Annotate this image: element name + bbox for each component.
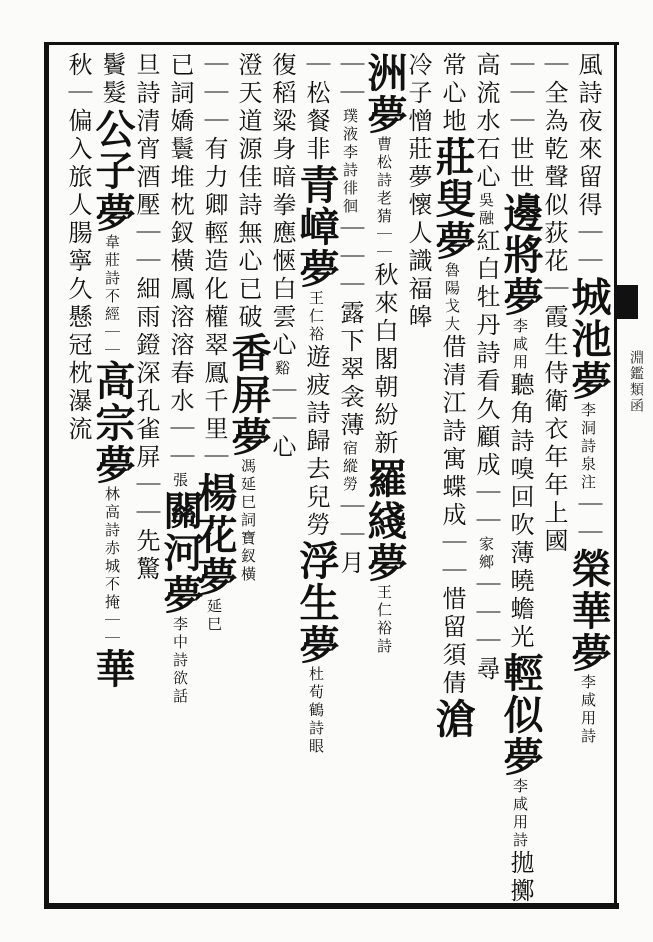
quotation-text: 澄天道源佳詩無心已破 [234,52,262,332]
entry-headword: 青嶂夢 [293,164,340,290]
quotation-text: 年年上國 [540,444,568,556]
entry-headword: 華 [89,648,136,690]
source-note: 張 [171,472,189,490]
text-column [157,52,204,706]
quotation-text: ｜｜｜尋 [472,572,500,684]
quotation-text: 秋 [64,52,92,80]
source-note: 家鄉 [477,536,495,572]
quotation-text: ｜｜惜留須倩 [438,530,466,698]
source-note: 李咸用詩 [579,674,597,746]
source-note: 宿縱勞 [341,440,359,494]
text-column [497,52,544,906]
source-note: 馮延巳詞寶釵橫 [239,458,257,584]
text-column [293,52,340,756]
text-column [89,52,136,690]
quotation-text: 已詞嬌鬟堆枕釵橫鳳溶溶春水｜｜ [166,52,194,472]
quotation-text: 遊 [302,344,330,372]
text-column [429,52,476,740]
source-note: 吳融 [477,192,495,228]
quotation-text: ｜｜ [574,492,602,548]
quotation-text: 拋擲 [506,850,534,906]
quotation-text: 聽角詩嗅回 [506,372,534,512]
entry-headword: 洲夢 [361,52,408,136]
quotation-text: ｜霞生侍衛衣 [540,276,568,444]
source-note: 林高詩赤城不掩｜｜ [103,486,121,648]
quotation-text: 暗拳應愜白雲心 [268,164,296,360]
quotation-text: ｜｜ [336,52,364,108]
quotation-text: 翠鳳千里｜ [200,332,228,472]
entry-headword: 滄 [429,698,476,740]
quotation-text: 風詩夜來留得｜｜ [574,52,602,276]
source-note: 杜荀鶴詩眼 [307,666,325,756]
source-note: 李中詩欲話 [171,616,189,706]
quotation-text: 莊夢懷人識福皞 [404,136,432,332]
entry-headword: 羅綫夢 [361,458,408,584]
entry-headword: 城池夢 [565,276,612,402]
source-note: 李咸用 [511,318,529,372]
entry-headword: 浮生夢 [293,540,340,666]
fish-tail-mark [614,285,638,319]
quotation-text: 高流水石心 [472,52,500,192]
quotation-text: 常心地 [438,52,466,136]
entry-headword: 公子夢 [89,108,136,234]
source-note: 谿 [273,360,291,378]
source-note: 曹松詩老猜｜｜ [375,136,393,262]
text-column [361,52,408,656]
source-note: 璞液李詩徘徊 [341,108,359,216]
quotation-text: ｜｜心 [268,378,296,462]
quotation-text: ｜全為乾聲似荻花 [540,52,568,276]
quotation-text: ｜｜｜有力卿輕造化權 [200,52,228,332]
entry-headword: 高宗夢 [89,360,136,486]
source-note: 李洞詩泉注 [579,402,597,492]
text-column [332,52,368,578]
quotation-text: 復稻粱身 [268,52,296,164]
text-column [60,52,96,444]
quotation-text: 鬢髮 [98,52,126,108]
source-note: 韋莊詩不經｜｜ [103,234,121,360]
quotation-text: 冷子憎 [404,52,432,136]
source-note: 延巳 [205,598,223,634]
quotation-text: 寧久懸冠枕瀑流 [64,248,92,444]
text-column [565,52,612,746]
entry-headword: 邊將夢 [497,192,544,318]
quotation-text: 吹薄曉蟾光 [506,512,534,652]
source-note: 王仁裕 [307,290,325,344]
fore-edge-title: 淵鑑類函 [628,350,644,414]
quotation-text: 旦詩清宵酒壓｜｜細雨鐙深孔雀屏 [132,52,160,472]
source-note: 李咸用詩 [511,778,529,850]
quotation-text: 秋來白閣朝紛新 [370,262,398,458]
entry-headword: 楊花夢 [191,472,238,598]
entry-headword: 榮華夢 [565,548,612,674]
entry-headword: 莊叟夢 [429,136,476,262]
source-note: 魯陽戈大 [443,262,461,334]
quotation-text: ｜松餐非 [302,52,330,164]
quotation-text: ｜｜月 [336,494,364,578]
quotation-text: 疲詩歸去兒勞 [302,372,330,540]
entry-headword: 關河夢 [157,490,204,616]
quotation-text: 紅白牡丹詩看久顧成｜｜ [472,228,500,536]
quotation-text: 借清江詩寓蝶成 [438,334,466,530]
fore-edge-rule [614,42,617,906]
quotation-text: ｜｜｜露下翠衾薄 [336,216,364,440]
entry-headword: 輕似夢 [497,652,544,778]
quotation-text: ｜｜先驚 [132,472,160,584]
entry-headword: 香屏夢 [225,332,272,458]
quotation-text: ｜｜｜世世 [506,52,534,192]
source-note: 王仁裕詩 [375,584,393,656]
quotation-text: ｜偏入旅人腸 [64,80,92,248]
